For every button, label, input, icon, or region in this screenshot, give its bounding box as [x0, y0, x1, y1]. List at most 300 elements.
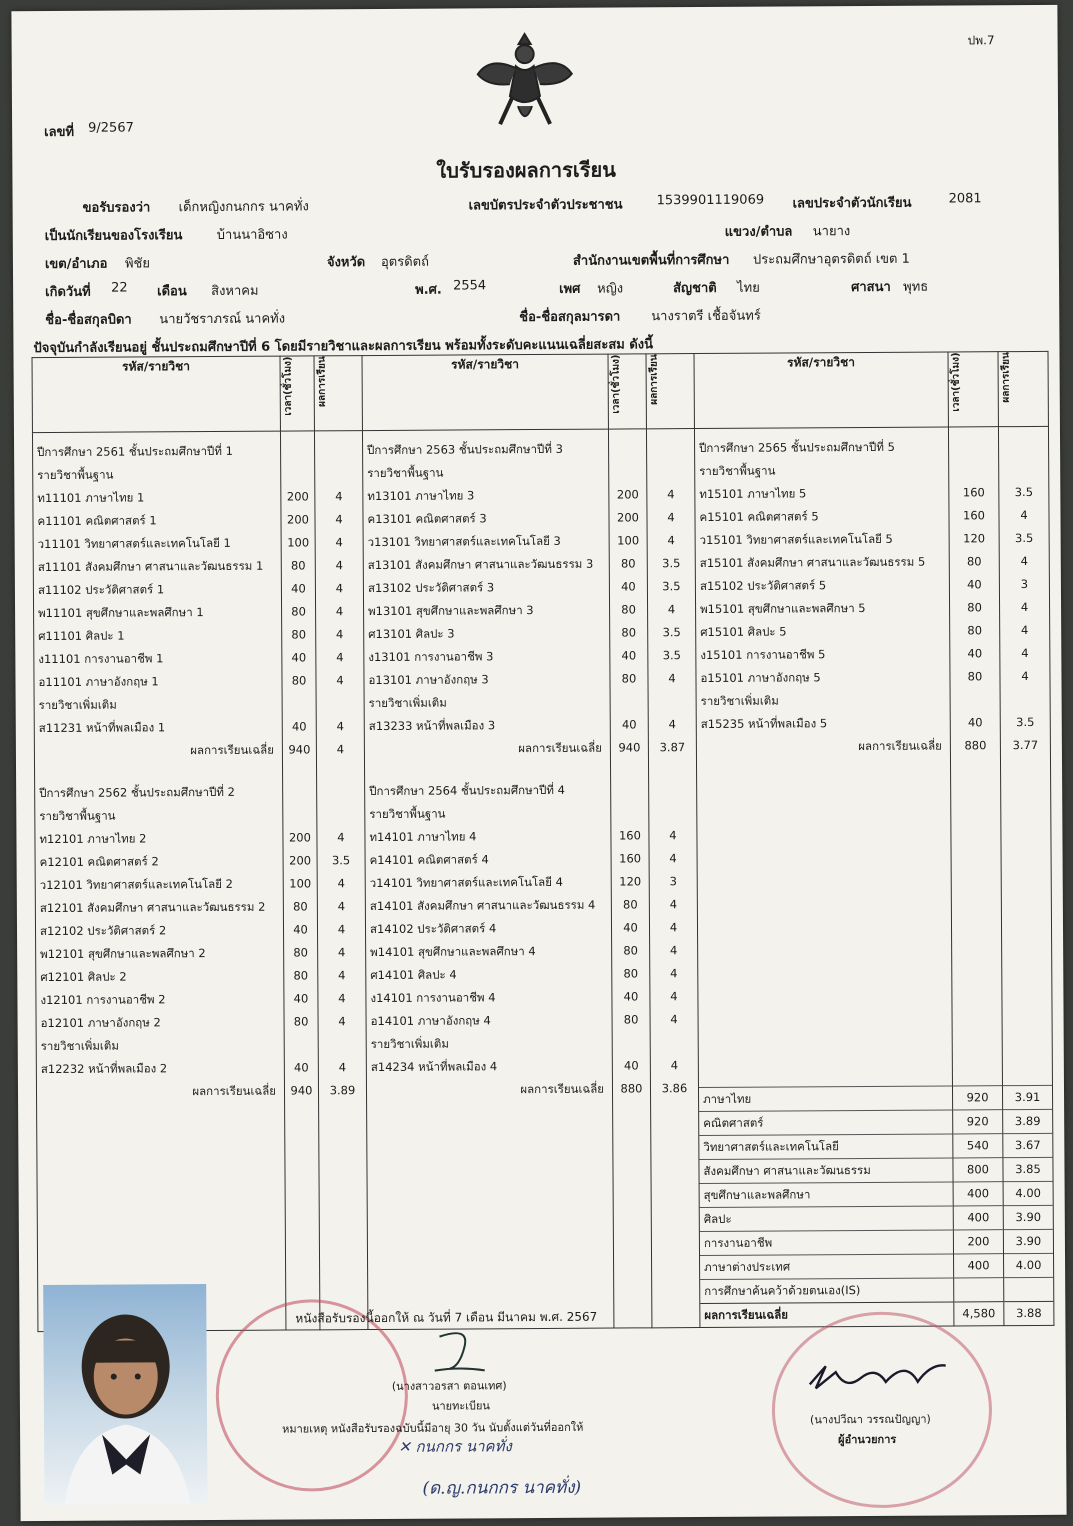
subject-grade: 4 — [337, 945, 346, 960]
blank-cell — [317, 803, 364, 826]
blank-cell — [649, 801, 696, 824]
year-average-grade: 4 — [336, 742, 345, 757]
summary-subject: การงานอาชีพ — [700, 1229, 953, 1255]
subject-name: ศ15101 ศิลปะ 5 — [700, 624, 787, 640]
subject-grade: 4 — [335, 512, 343, 527]
blank-cell — [698, 941, 951, 966]
subject-grade: 4 — [667, 602, 676, 617]
blank-cell — [281, 439, 314, 462]
subject-name: ง14101 การงานอาชีพ 4 — [370, 990, 496, 1006]
spacer — [315, 431, 362, 439]
summary-grade: 3.90 — [1004, 1229, 1053, 1253]
summary-hours — [954, 1277, 1003, 1301]
blank-cell — [952, 918, 1001, 941]
current-study-text: ปัจจุบันกำลังเรียนอยู่ ชั้นประถมศึกษาปีที่ 6 โดยมีรายวิชาและผลการเรียน พร้อมทั้งระดับคะแนนเฉลี่ยสะสม ดังนี้ — [33, 337, 654, 357]
subject-name: ค12101 คณิตศาสตร์ 2 — [39, 854, 159, 870]
subject-name: พ13101 สุขศึกษาและพลศึกษา 3 — [368, 603, 534, 619]
summary-hours: 920 — [953, 1085, 1002, 1109]
basic-subjects-label: รายวิชาพื้นฐาน — [39, 808, 116, 824]
subject-grade: 4 — [337, 876, 345, 891]
blank-cell — [611, 690, 648, 713]
subject-hours: 80 — [621, 625, 637, 640]
spacer — [283, 761, 316, 780]
subject-hours: 80 — [293, 899, 308, 914]
blank-cell — [699, 1056, 952, 1081]
subject-grade: 3.5 — [1014, 530, 1034, 546]
subject-grade: 3.5 — [1014, 484, 1034, 500]
blank-cell — [1002, 987, 1051, 1010]
blank-cell — [952, 895, 1001, 918]
year-average-label: ผลการเรียนเฉลี่ย — [520, 1081, 605, 1097]
subdistrict-label: แขวง/ตำบล — [724, 224, 793, 240]
student-no-label: เลขประจำตัวนักเรียน — [792, 195, 912, 212]
subject-grade: 4 — [1020, 623, 1029, 638]
blank-cell — [697, 780, 950, 805]
extra-subjects-label: รายวิชาเพิ่มเติม — [38, 697, 117, 713]
subject-name: อ15101 ภาษาอังกฤษ 5 — [700, 670, 821, 686]
director-title: ผู้อำนวยการ — [838, 1432, 897, 1447]
subject-name: ว12101 วิทยาศาสตร์และเทคโนโลยี 2 — [39, 876, 233, 893]
subject-name: ง11101 การงานอาชีพ 1 — [38, 651, 164, 667]
subject-grade: 4 — [335, 604, 344, 619]
sex-label: เพศ — [559, 281, 581, 297]
subject-hours: 80 — [291, 673, 307, 688]
summary-grade: 3.85 — [1003, 1157, 1052, 1181]
subject-name: ง13101 การงานอาชีพ 3 — [368, 649, 494, 665]
handwritten-note-2: (ด.ญ.กนกกร นาคทั่ง) — [422, 1477, 582, 1499]
subject-grade: 4 — [338, 1060, 347, 1075]
subject-hours: 200 — [616, 510, 640, 525]
summary-subject: สุขศึกษาและพลศึกษา — [700, 1181, 953, 1207]
subject-name: ส13101 สังคมศึกษา ศาสนาและวัฒนธรรม 3 — [367, 556, 594, 573]
year-average-hours: 880 — [964, 738, 987, 753]
summary-grade: 4.00 — [1004, 1253, 1053, 1277]
subject-hours: 40 — [291, 650, 307, 665]
subject-grade: 4 — [669, 943, 678, 958]
spacer — [647, 429, 694, 437]
doc-number: 9/2567 — [88, 120, 134, 136]
subject-name: ท11101 ภาษาไทย 1 — [37, 490, 145, 506]
subject-hours: 80 — [293, 968, 309, 983]
subject-hours: 40 — [621, 648, 637, 663]
subject-grade: 4 — [668, 717, 676, 732]
blank-cell — [698, 895, 951, 920]
issued-date: หนังสือรับรองนี้ออกให้ ณ วันที่ 7 เดือน มีนาคม พ.ศ. 2567 — [295, 1309, 598, 1326]
subject-hours: 80 — [967, 669, 983, 684]
summary-subject: ภาษาไทย — [699, 1085, 952, 1111]
blank-cell — [949, 458, 998, 481]
director-signature-icon — [806, 1353, 956, 1396]
summary-grade: 3.89 — [1003, 1109, 1052, 1133]
blank-cell — [949, 435, 998, 458]
subject-grade: 4 — [336, 673, 344, 688]
subject-name: ส11102 ประวัติศาสตร์ 1 — [37, 582, 165, 598]
spacer — [611, 759, 648, 778]
blank-cell — [699, 1033, 952, 1058]
subject-grade: 4 — [1021, 669, 1029, 684]
blank-cell — [953, 1033, 1002, 1056]
summary-hours: 920 — [953, 1109, 1002, 1133]
subject-name: ส12102 ประวัติศาสตร์ 2 — [39, 923, 167, 939]
year-title: ปีการศึกษา 2564 ชั้นประถมศึกษาปีที่ 4 — [369, 782, 566, 799]
school: บ้านนาอิซาง — [216, 227, 288, 243]
summary-grade: 4.00 — [1004, 1181, 1053, 1205]
subject-grade: 4 — [337, 830, 345, 845]
year-average-label: ผลการเรียนเฉลี่ย — [518, 740, 602, 756]
summary-grade — [1004, 1277, 1053, 1301]
subject-grade: 4 — [338, 1014, 346, 1029]
header-subject-1: รหัส/รายวิชา — [32, 356, 280, 433]
subject-hours: 40 — [293, 1060, 309, 1075]
blank-cell — [999, 458, 1048, 481]
subject-grade: 4 — [668, 671, 676, 686]
summary-grade: 3.67 — [1003, 1133, 1052, 1157]
basic-subjects-label: รายวิชาพื้นฐาน — [367, 465, 444, 481]
subject-grade: 4 — [667, 533, 675, 548]
student-name: เด็กหญิงกนกกร นาคทั่ง — [178, 199, 309, 216]
blank-cell — [952, 987, 1001, 1010]
blank-cell — [319, 1033, 366, 1056]
garuda-emblem-icon — [469, 26, 580, 132]
blank-cell — [698, 918, 951, 943]
subject-name: ส13102 ประวัติศาสตร์ 3 — [367, 580, 495, 596]
subject-grade: 4 — [338, 968, 346, 983]
blank-cell — [647, 460, 694, 483]
summary-hours: 540 — [953, 1133, 1002, 1157]
subject-name: ส12101 สังคมศึกษา ศาสนาและวัฒนธรรม 2 — [39, 899, 266, 916]
blank-cell — [609, 437, 646, 460]
subject-name: ส12232 หน้าที่พลเมือง 2 — [40, 1061, 168, 1077]
province: อุตรดิตถ์ — [380, 254, 429, 270]
grades-table — [32, 351, 1055, 1332]
subject-name: ส15102 ประวัติศาสตร์ 5 — [699, 578, 827, 594]
form-code: ปพ.7 — [967, 33, 995, 48]
blank-cell — [317, 692, 364, 715]
year-title: ปีการศึกษา 2563 ชั้นประถมศึกษาปีที่ 3 — [367, 441, 563, 458]
subject-hours: 80 — [293, 1014, 309, 1029]
blank-cell — [698, 987, 951, 1012]
subject-grade: 4 — [1020, 600, 1029, 615]
subject-name: พ14101 สุขศึกษาและพลศึกษา 4 — [370, 944, 536, 960]
year-average-hours: 940 — [290, 1083, 313, 1098]
extra-subjects-label: รายวิชาเพิ่มเติม — [40, 1038, 119, 1054]
subject-name: ศ12101 ศิลปะ 2 — [40, 969, 127, 985]
subject-name: ท15101 ภาษาไทย 5 — [699, 486, 807, 502]
blank-cell — [1001, 688, 1050, 711]
father-label: ชื่อ-ชื่อสกุลบิดา — [45, 312, 132, 329]
subject-grade: 4 — [335, 535, 343, 550]
subject-name: ง15101 การงานอาชีพ 5 — [700, 647, 826, 663]
blank-cell — [1002, 964, 1051, 987]
blank-cell — [647, 437, 694, 460]
year-average-grade: 3.89 — [329, 1083, 356, 1098]
subject-grade: 4 — [667, 487, 675, 502]
subject-hours: 40 — [967, 646, 983, 661]
summary-total-hours: 4,580 — [954, 1301, 1003, 1325]
blank-cell — [951, 688, 1000, 711]
subject-name: ส14234 หน้าที่พลเมือง 4 — [370, 1059, 498, 1075]
blank-cell — [283, 692, 316, 715]
blank-cell — [952, 964, 1001, 987]
subject-name: ค13101 คณิตศาสตร์ 3 — [367, 511, 487, 527]
summary-hours: 800 — [953, 1157, 1002, 1181]
subject-grade: 4 — [335, 558, 343, 573]
subject-hours: 40 — [293, 922, 308, 937]
blank-cell — [285, 1033, 318, 1056]
subject-hours: 80 — [291, 627, 307, 642]
subject-hours: 160 — [962, 485, 985, 500]
extra-subjects-label: รายวิชาเพิ่มเติม — [368, 695, 447, 711]
subject-hours: 100 — [289, 876, 312, 891]
subject-grade: 4 — [337, 922, 346, 937]
blank-cell — [698, 964, 951, 989]
subject-hours: 40 — [623, 1058, 639, 1073]
born-year: 2554 — [453, 278, 487, 294]
subject-name: ส11231 หน้าที่พลเมือง 1 — [38, 720, 166, 736]
subject-grade: 4 — [1020, 554, 1028, 569]
subject-grade: 3 — [669, 874, 677, 889]
year-average-grade: 3.77 — [1012, 737, 1039, 753]
subject-hours: 120 — [963, 531, 986, 546]
subject-name: ศ13101 ศิลปะ 3 — [368, 626, 455, 642]
blank-cell — [698, 872, 951, 897]
blank-cell — [1003, 1033, 1052, 1056]
header-grade-1: ผลการเรียน — [316, 356, 328, 407]
subject-grade: 4 — [335, 627, 344, 642]
blank-cell — [953, 1056, 1002, 1079]
summary-subject: วิทยาศาสตร์และเทคโนโลยี — [699, 1133, 952, 1159]
subject-hours: 80 — [967, 600, 982, 615]
blank-cell — [317, 780, 364, 803]
blank-cell — [611, 778, 648, 801]
blank-cell — [1002, 895, 1051, 918]
subject-hours: 100 — [617, 533, 640, 548]
basic-subjects-label: รายวิชาพื้นฐาน — [37, 467, 114, 483]
subject-name: ส14102 ประวัติศาสตร์ 4 — [369, 921, 497, 937]
subject-hours: 200 — [288, 830, 311, 845]
blank-cell — [1001, 803, 1050, 826]
subject-grade: 4 — [670, 966, 678, 981]
subject-name: ว13101 วิทยาศาสตร์และเทคโนโลยี 3 — [367, 533, 561, 550]
subject-hours: 160 — [619, 851, 642, 866]
year-average-label: ผลการเรียนเฉลี่ย — [190, 742, 274, 758]
header-grade-2: ผลการเรียน — [648, 354, 660, 405]
born-month: สิงหาคม — [211, 283, 259, 299]
year-title: ปีการศึกษา 2562 ชั้นประถมศึกษาปีที่ 2 — [39, 784, 236, 801]
mother-label: ชื่อ-ชื่อสกุลมารดา — [519, 309, 621, 326]
religion: พุทธ — [903, 279, 929, 295]
subject-name: ส15235 หน้าที่พลเมือง 5 — [700, 716, 828, 732]
subject-grade: 3.5 — [331, 853, 351, 868]
blank-cell — [951, 803, 1000, 826]
header-hours-3: เวลา(ชั่วโมง) — [950, 352, 962, 412]
year-average-grade: 3.87 — [659, 740, 686, 755]
header-subject-2: รหัส/รายวิชา — [362, 354, 608, 431]
subject-name: ท14101 ภาษาไทย 4 — [369, 829, 477, 845]
subject-grade: 4 — [1021, 646, 1029, 661]
spacer — [609, 429, 646, 437]
subject-hours: 80 — [290, 558, 306, 573]
subject-hours: 40 — [623, 920, 638, 935]
summary-hours: 200 — [954, 1229, 1003, 1253]
blank-cell — [952, 941, 1001, 964]
area-label: สำนักงานเขตพื้นที่การศึกษา — [572, 252, 730, 269]
student-photo — [43, 1284, 207, 1505]
blank-cell — [951, 826, 1000, 849]
blank-cell — [1001, 757, 1050, 780]
born-day: 22 — [111, 280, 128, 296]
area: ประถมศึกษาอุตรดิตถ์ เขต 1 — [752, 251, 910, 268]
subject-hours: 80 — [623, 966, 639, 981]
subject-grade: 4 — [336, 719, 344, 734]
handwritten-note-1: ✕ กนกกร นาคทั่ง — [398, 1437, 512, 1456]
summary-total-label: ผลการเรียนเฉลี่ย — [700, 1301, 953, 1327]
id-label: เลขบัตรประจำตัวประชาชน — [468, 197, 623, 214]
year-average-hours: 940 — [618, 740, 641, 755]
year-average-label: ผลการเรียนเฉลี่ย — [192, 1083, 277, 1099]
mother: นางราตรี เชื้อจันทร์ — [651, 308, 761, 325]
subject-name: ว14101 วิทยาศาสตร์และเทคโนโลยี 4 — [369, 874, 563, 891]
subject-grade: 4 — [670, 1012, 678, 1027]
subject-grade: 4 — [669, 828, 677, 843]
summary-subject: สังคมศึกษา ศาสนาและวัฒนธรรม — [699, 1157, 952, 1183]
subject-grade: 4 — [669, 920, 678, 935]
certificate-paper — [11, 5, 1066, 1521]
registrar-signature-icon — [429, 1326, 489, 1374]
subject-name: ส11101 สังคมศึกษา ศาสนาและวัฒนธรรม 1 — [37, 558, 264, 575]
extra-subjects-label: รายวิชาเพิ่มเติม — [370, 1036, 449, 1052]
subject-hours: 200 — [616, 487, 639, 502]
subject-hours: 80 — [621, 602, 636, 617]
blank-cell — [697, 826, 950, 851]
subject-name: อ11101 ภาษาอังกฤษ 1 — [38, 674, 159, 690]
blank-cell — [1002, 872, 1051, 895]
year-title: ปีการศึกษา 2561 ชั้นประถมศึกษาปีที่ 1 — [37, 443, 233, 460]
summary-hours: 400 — [954, 1253, 1003, 1277]
sex: หญิง — [597, 281, 624, 297]
subject-name: ศ11101 ศิลปะ 1 — [38, 628, 125, 644]
subject-hours: 160 — [618, 828, 641, 843]
blank-cell — [649, 778, 696, 801]
subject-grade: 4 — [335, 581, 344, 596]
father: นายวัชราภรณ์ นาคทั่ง — [159, 311, 286, 328]
subject-hours: 80 — [621, 671, 637, 686]
blank-cell — [951, 757, 1000, 780]
blank-cell — [283, 803, 316, 826]
blank-cell — [613, 1031, 650, 1054]
summary-subject: การศึกษาค้นคว้าด้วยตนเอง(IS) — [700, 1277, 953, 1303]
born-label: เกิดวันที่ — [45, 284, 91, 301]
subject-hours: 80 — [291, 604, 306, 619]
subject-grade: 4 — [670, 1058, 679, 1073]
subject-hours: 80 — [623, 1012, 639, 1027]
blank-cell — [697, 757, 950, 782]
year-label: พ.ศ. — [415, 282, 442, 298]
blank-cell — [611, 801, 648, 824]
summary-hours: 400 — [954, 1181, 1003, 1205]
director-name: (นางปวีณา วรรณปัญญา) — [809, 1412, 931, 1427]
spacer — [649, 759, 696, 778]
subject-name: อ13101 ภาษาอังกฤษ 3 — [368, 672, 489, 688]
summary-subject: คณิตศาสตร์ — [699, 1109, 952, 1135]
subject-name: ค15101 คณิตศาสตร์ 5 — [699, 509, 819, 525]
subject-name: พ15101 สุขศึกษาและพลศึกษา 5 — [700, 601, 866, 617]
subject-name: ค14101 คณิตศาสตร์ 4 — [369, 852, 489, 868]
subject-name: ง12101 การงานอาชีพ 2 — [40, 992, 166, 1008]
certify-label: ขอรับรองว่า — [82, 200, 151, 216]
subject-grade: 3 — [1020, 577, 1029, 592]
subdistrict: นายาง — [812, 224, 851, 240]
subject-grade: 4 — [337, 899, 346, 914]
religion-label: ศาสนา — [851, 279, 891, 296]
blank-cell — [697, 803, 950, 828]
subject-grade: 4 — [670, 989, 678, 1004]
id-number: 1539901119069 — [656, 192, 765, 209]
year-average-label: ผลการเรียนเฉลี่ย — [858, 738, 942, 754]
subject-name: ศ14101 ศิลปะ 4 — [370, 967, 457, 983]
blank-cell — [649, 690, 696, 713]
page-title: ใบรับรองผลการเรียน — [436, 157, 616, 183]
blank-cell — [952, 849, 1001, 872]
blank-cell — [651, 1031, 698, 1054]
subject-name: พ12101 สุขศึกษาและพลศึกษา 2 — [40, 946, 206, 962]
subject-hours: 40 — [623, 989, 639, 1004]
subject-hours: 80 — [620, 556, 636, 571]
subject-hours: 80 — [966, 554, 982, 569]
subject-hours: 200 — [286, 512, 310, 527]
subject-hours: 40 — [291, 719, 307, 734]
subject-name: ท13101 ภาษาไทย 3 — [367, 488, 475, 504]
blank-cell — [699, 1010, 952, 1035]
subject-hours: 80 — [967, 623, 983, 638]
month-label: เดือน — [157, 284, 187, 300]
blank-cell — [1003, 1010, 1052, 1033]
basic-subjects-label: รายวิชาพื้นฐาน — [699, 463, 776, 479]
blank-cell — [281, 462, 314, 485]
subject-hours: 120 — [619, 874, 642, 889]
year-average-grade: 3.86 — [661, 1081, 688, 1096]
year-average-hours: 940 — [288, 742, 311, 757]
spacer — [281, 431, 314, 439]
subject-grade: 3.5 — [1016, 714, 1035, 730]
blank-cell — [698, 849, 951, 874]
subject-grade: 4 — [336, 650, 344, 665]
blank-cell — [1001, 826, 1050, 849]
subject-hours: 40 — [967, 577, 982, 592]
subject-grade: 4 — [338, 991, 346, 1006]
subject-grade: 3.5 — [662, 556, 681, 571]
subject-hours: 40 — [291, 581, 306, 596]
blank-cell — [951, 780, 1000, 803]
doc-number-label: เลขที่ — [44, 124, 75, 141]
subject-hours: 80 — [622, 897, 638, 912]
blank-cell — [609, 460, 646, 483]
blank-cell — [315, 462, 362, 485]
summary-subject: ภาษาต่างประเทศ — [700, 1253, 953, 1279]
subject-hours: 100 — [287, 535, 310, 550]
subject-grade: 4 — [669, 851, 677, 866]
nationality-label: สัญชาติ — [673, 280, 717, 297]
subject-grade: 4 — [669, 897, 678, 912]
blank-cell — [1002, 918, 1051, 941]
year-title: ปีการศึกษา 2565 ชั้นประถมศึกษาปีที่ 5 — [699, 439, 895, 456]
blank-cell — [1002, 849, 1051, 872]
subject-grade: 4 — [667, 510, 675, 525]
district: พิชัย — [124, 256, 151, 272]
subject-grade: 3.5 — [662, 579, 681, 594]
district-label: เขต/อำเภอ — [44, 256, 108, 273]
subject-name: พ11101 สุขศึกษาและพลศึกษา 1 — [38, 605, 204, 621]
